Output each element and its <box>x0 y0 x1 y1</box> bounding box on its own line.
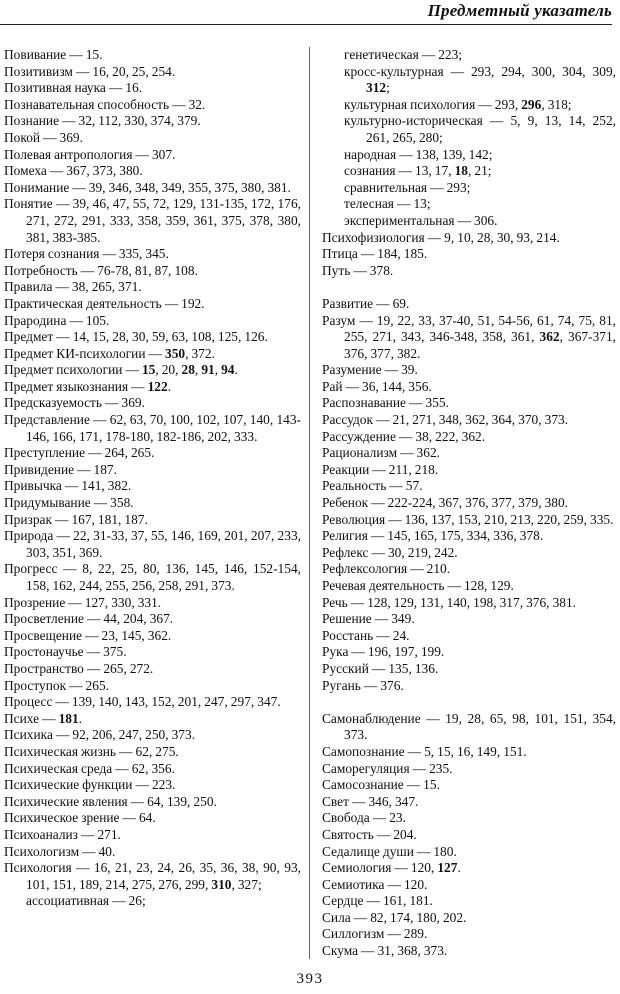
index-entry-text: Психическая среда — 62, 356. <box>4 760 175 776</box>
index-entry <box>322 528 616 545</box>
index-entry-text: народная — 138, 139, 142; <box>344 146 493 162</box>
index-entry <box>322 893 616 910</box>
index-entry-text: Предмет — 14, 15, 28, 30, 59, 63, 108, 125, 126. <box>4 329 268 345</box>
index-entry-text: Свет — 346, 347. <box>322 793 419 809</box>
index-entry-text: Саморегуляция — 235. <box>322 760 453 776</box>
index-entry-text: Позитивизм — 16, 20, 25, 254. <box>4 63 176 79</box>
index-entry-text: Религия — 145, 165, 175, 334, 336, 378. <box>322 528 544 544</box>
index-entry <box>322 230 616 247</box>
index-entry <box>4 711 301 728</box>
index-entry <box>322 296 616 313</box>
index-entry <box>4 844 301 861</box>
index-entry-text: Природа — 22, 31-33, 37, 55, 146, 169, 201, 207, 233, 303, 351, 369. <box>4 528 301 560</box>
index-entry <box>322 478 616 495</box>
index-entry-text: Решение — 349. <box>322 611 415 627</box>
index-entry <box>4 495 301 512</box>
index-entry-text: Предмет языкознания — <box>4 378 148 394</box>
index-entry-text: Просвещение — 23, 145, 362. <box>4 627 172 643</box>
index-entry-text: Семиотика — 120. <box>322 876 428 892</box>
index-entry-text: Полевая антропология — 307. <box>4 146 176 162</box>
index-entry-text: Психофизиология — 9, 10, 28, 30, 93, 214. <box>322 229 560 245</box>
index-entry-text: сравнительная — 293; <box>344 179 471 195</box>
index-page-ref-bold: 127 <box>437 860 458 876</box>
index-entry-text: Позитивная наука — 16. <box>4 80 143 96</box>
index-entry-text: Развитие — 69. <box>322 295 410 311</box>
index-entry-text: Русский — 135, 136. <box>322 660 439 676</box>
index-entry-text: Практическая деятельность — 192. <box>4 295 205 311</box>
index-entry-text: Самонаблюдение — 19, 28, 65, 98, 101, 151, 354, 373. <box>322 710 616 743</box>
index-entry-text: Седалище души — 180. <box>322 843 457 859</box>
index-entry <box>322 246 616 263</box>
index-entry <box>322 495 616 512</box>
index-entry <box>4 744 301 761</box>
index-entry-text: , 372. <box>185 345 215 361</box>
index-entry <box>4 512 301 529</box>
index-entry-text: Самопознание — 5, 15, 16, 149, 151. <box>322 743 527 759</box>
index-entry <box>322 578 616 595</box>
index-entry-text: . <box>234 362 238 378</box>
index-entry <box>322 810 616 827</box>
index-entry-text: культурная психология — 293, <box>344 96 522 112</box>
index-entry-text: , 318; <box>541 96 572 112</box>
index-subentry <box>4 893 301 910</box>
index-entry <box>4 180 301 197</box>
index-entry <box>322 362 616 379</box>
index-entry-text: Придумывание — 358. <box>4 495 134 511</box>
index-entry-text: Повивание — 15. <box>4 47 103 62</box>
index-entry <box>4 561 301 594</box>
index-entry <box>322 877 616 894</box>
index-subentry <box>322 47 616 64</box>
index-subentry <box>322 113 616 146</box>
index-entry-text: Реальность — 57. <box>322 478 423 494</box>
index-entry <box>4 279 301 296</box>
index-entry <box>4 130 301 147</box>
index-entry <box>4 64 301 81</box>
index-entry-text: Рассуждение — 38, 222, 362. <box>322 428 486 444</box>
index-subentry <box>322 213 616 230</box>
index-entry <box>322 711 616 744</box>
index-entry-text: Психические функции — 223. <box>4 777 176 793</box>
index-entry <box>322 445 616 462</box>
index-entry <box>4 263 301 280</box>
index-entry-text: Психоанализ — 271. <box>4 826 121 842</box>
index-entry <box>4 727 301 744</box>
running-head <box>0 0 612 25</box>
index-entry <box>322 263 616 280</box>
index-entry-text: Психическая жизнь — 62, 275. <box>4 743 179 759</box>
index-entry-text: Ругань — 376. <box>322 677 404 693</box>
index-page-ref-bold: 94 <box>221 362 235 378</box>
index-entry-text: Призрак — 167, 181, 187. <box>4 511 148 527</box>
index-entry-text: Потребность — 76-78, 81, 87, 108. <box>4 262 198 278</box>
index-entry <box>4 611 301 628</box>
index-page-ref-bold: 15 <box>141 362 156 378</box>
index-page-ref-bold: 91 <box>201 362 215 378</box>
index-entry <box>4 678 301 695</box>
index-entry-text: Психика — 92, 206, 247, 250, 373. <box>4 727 196 743</box>
index-entry-text: Преступление — 264, 265. <box>4 445 155 461</box>
index-page-ref-bold: 362 <box>539 329 560 345</box>
index-entry-text: Проступок — 265. <box>4 677 109 693</box>
index-entry-text: Представление — 62, 63, 70, 100, 102, 107, 140, 143-146, 166, 171, 178-180, 182-186, 202, 333. <box>4 412 301 444</box>
index-entry <box>4 163 301 180</box>
index-entry <box>322 761 616 778</box>
index-entry <box>4 794 301 811</box>
index-entry-text: . <box>78 710 83 726</box>
index-entry <box>4 97 301 114</box>
index-entry <box>322 661 616 678</box>
index-entry-text: , 21; <box>467 163 492 179</box>
index-entry-text: телесная — 13; <box>344 196 431 212</box>
index-entry <box>4 827 301 844</box>
index-entry <box>4 47 301 64</box>
index-entry-text: Понятие — 39, 46, 47, 55, 72, 129, 131-135, 172, 176, 271, 272, 291, 333, 358, 359, 361, 375, 378, 380, 381, 383-385. <box>4 196 301 245</box>
index-entry <box>322 462 616 479</box>
index-page-ref-bold: 122 <box>147 378 168 394</box>
index-entry <box>322 628 616 645</box>
index-entry-text: Покой — 369. <box>4 129 83 145</box>
index-entry <box>4 661 301 678</box>
index-entry-text: Скума — 31, 368, 373. <box>322 943 448 959</box>
index-entry-text: Предмет психологии — <box>4 362 142 378</box>
index-entry-text: Предмет КИ-психологии — <box>4 345 165 361</box>
index-page-ref-bold: 350 <box>165 345 186 361</box>
index-entry-text: Познавательная способность — 32. <box>4 96 206 112</box>
running-head-title: Предметный указатель <box>427 1 612 20</box>
index-entry <box>322 512 616 529</box>
index-entry-text: генетическая — 223; <box>344 47 463 62</box>
index-entry <box>4 644 301 661</box>
index-entry-text: сознания — 13, 17, <box>344 163 455 179</box>
index-page-ref-bold: 28 <box>181 362 195 378</box>
index-entry <box>322 313 616 363</box>
index-entry-text: Прогресс — 8, 22, 25, 80, 136, 145, 146, 152-154, 158, 162, 244, 255, 256, 258, 291, 373. <box>4 561 301 593</box>
index-entry <box>4 810 301 827</box>
index-entry-text: . <box>167 378 172 394</box>
index-entry-text: Процесс — 139, 140, 143, 152, 201, 247, 297, 347. <box>4 694 281 710</box>
index-subentry <box>322 147 616 164</box>
index-entry-text: культурно-историческая — 5, 9, 13, 14, 252, 261, 265, 280; <box>344 113 616 145</box>
index-entry <box>322 395 616 412</box>
index-entry-text: Потеря сознания — 335, 345. <box>4 246 169 262</box>
index-entry-text: ; <box>386 80 390 96</box>
index-entry-text: Правила — 38, 265, 371. <box>4 279 142 295</box>
index-entry <box>322 943 616 960</box>
index-entry-text: Психологизм — 40. <box>4 843 116 859</box>
index-entry-text: Рефлексология — 210. <box>322 561 451 577</box>
index-entry-text: Святость — 204. <box>322 826 417 842</box>
index-entry-text: экспериментальная — 306. <box>344 212 498 228</box>
index-entry-text: Распознавание — 355. <box>322 395 449 411</box>
index-entry <box>4 296 301 313</box>
index-entry <box>322 545 616 562</box>
index-page-ref-bold: 312 <box>366 80 387 96</box>
index-entry <box>4 595 301 612</box>
index-entry <box>4 379 301 396</box>
index-entry-text: Самосознание — 15. <box>322 777 440 793</box>
index-entry-text: Простонаучье — 375. <box>4 644 127 660</box>
index-entry-text: Просветление — 44, 204, 367. <box>4 611 174 627</box>
index-subentry <box>322 180 616 197</box>
index-section-gap <box>322 694 616 711</box>
index-entry <box>4 362 301 379</box>
index-entry-text: Разумение — 39. <box>322 362 418 378</box>
index-entry <box>4 113 301 130</box>
index-entry <box>322 827 616 844</box>
index-entry <box>322 595 616 612</box>
index-entry-text: Рука — 196, 197, 199. <box>322 644 445 660</box>
index-entry-text: Помеха — 367, 373, 380. <box>4 163 143 179</box>
index-entry-text: , <box>194 362 202 378</box>
index-page-ref-bold: 18 <box>454 163 468 179</box>
index-entry <box>4 147 301 164</box>
index-entry <box>4 313 301 330</box>
index-entry-text: Познание — 32, 112, 330, 374, 379. <box>4 113 201 129</box>
index-entry-text: Реакции — 211, 218. <box>322 461 439 477</box>
index-entry-text: Рай — 36, 144, 356. <box>322 378 432 394</box>
index-entry <box>4 478 301 495</box>
index-entry-text: Пространство — 265, 272. <box>4 660 154 676</box>
index-page-ref-bold: 310 <box>211 876 232 892</box>
index-entry <box>322 926 616 943</box>
index-entry-text: Привидение — 187. <box>4 461 117 477</box>
index-entry-text: Росстань — 24. <box>322 627 410 643</box>
index-entry-text: Рационализм — 362. <box>322 445 440 461</box>
index-entry-text: Птица — 184, 185. <box>322 246 428 262</box>
index-entry <box>322 561 616 578</box>
index-entry <box>4 395 301 412</box>
index-entry-text: . <box>457 860 461 876</box>
index-entry-text: Сердце — 161, 181. <box>322 893 433 909</box>
index-entry-text: Путь — 378. <box>322 262 394 278</box>
index-entry-text: Психология — 16, 21, 23, 24, 26, 35, 36, 38, 90, 93, 101, 151, 189, 214, 275, 276, 299, <box>4 860 301 892</box>
index-entry <box>4 777 301 794</box>
index-page-ref-bold: 296 <box>521 96 542 112</box>
index-entry-text: Прозрение — 127, 330, 331. <box>4 594 162 610</box>
index-entry <box>4 412 301 445</box>
index-entry <box>322 379 616 396</box>
index-entry <box>322 412 616 429</box>
index-entry-text: Психе — <box>4 710 59 726</box>
index-entry-text: кросс-культурная — 293, 294, 300, 304, 309, <box>344 63 616 79</box>
index-entry-text: Психические явления — 64, 139, 250. <box>4 793 217 809</box>
index-entry <box>322 777 616 794</box>
index-entry-text: Рефлекс — 30, 219, 242. <box>322 544 458 560</box>
index-entry-text: Ребенок — 222-224, 367, 376, 377, 379, 380. <box>322 495 569 511</box>
index-entry-text: Речевая деятельность — 128, 129. <box>322 578 514 593</box>
index-subentry <box>322 196 616 213</box>
index-entry <box>4 462 301 479</box>
index-entry-text: Сила — 82, 174, 180, 202. <box>322 909 467 925</box>
index-entry <box>322 678 616 695</box>
index-entry <box>4 860 301 893</box>
index-subentry <box>322 64 616 97</box>
index-entry <box>322 429 616 446</box>
index-entry <box>322 910 616 927</box>
index-entry-text: Свобода — 23. <box>322 810 406 826</box>
index-entry-text: , 20, <box>155 362 182 378</box>
index-column-right <box>322 47 616 960</box>
index-entry-text: Привычка — 141, 382. <box>4 478 132 494</box>
index-entry <box>322 744 616 761</box>
index-entry <box>322 611 616 628</box>
index-column-left <box>4 47 301 910</box>
index-entry <box>322 844 616 861</box>
index-entry-text: , <box>214 362 222 378</box>
index-entry <box>4 329 301 346</box>
index-entry <box>4 246 301 263</box>
index-entry-text: ассоциативная — 26; <box>26 893 146 909</box>
index-page-ref-bold: 181 <box>58 710 79 726</box>
index-entry <box>4 196 301 246</box>
index-entry <box>4 346 301 363</box>
index-subentry <box>322 97 616 114</box>
index-entry-text: Психическое зрение — 64. <box>4 810 156 826</box>
index-entry <box>322 794 616 811</box>
index-entry <box>4 761 301 778</box>
index-entry <box>4 694 301 711</box>
index-entry-text: , 367-371, 376, 377, 382. <box>344 329 616 361</box>
index-entry-text: Понимание — 39, 346, 348, 349, 355, 375, 380, 381. <box>4 179 291 195</box>
index-entry-text: , 327; <box>231 876 262 892</box>
index-entry <box>322 644 616 661</box>
index-entry-text: Рассудок — 21, 271, 348, 362, 364, 370, 373. <box>322 412 569 428</box>
index-entry-text: Семиология — 120, <box>322 860 438 876</box>
index-entry <box>4 528 301 561</box>
index-subentry <box>322 163 616 180</box>
index-entry-text: Прародина — 105. <box>4 312 110 328</box>
column-divider <box>309 47 310 959</box>
index-entry-text: Разум — 19, 22, 33, 37-40, 51, 54-56, 61, 74, 75, 81, 255, 271, 343, 346-348, 358, 361, <box>322 312 616 345</box>
index-entry-text: Предсказуемость — 369. <box>4 395 145 411</box>
index-entry <box>322 860 616 877</box>
index-section-gap <box>322 279 616 296</box>
index-entry-text: Силлогизм — 289. <box>322 926 428 942</box>
index-entry <box>4 445 301 462</box>
index-entry-text: Речь — 128, 129, 131, 140, 198, 317, 376, 381. <box>322 594 577 610</box>
page-number: 393 <box>296 971 324 987</box>
index-entry <box>4 628 301 645</box>
index-entry <box>4 80 301 97</box>
index-entry-text: Революция — 136, 137, 153, 210, 213, 220, 259, 335. <box>322 511 614 527</box>
